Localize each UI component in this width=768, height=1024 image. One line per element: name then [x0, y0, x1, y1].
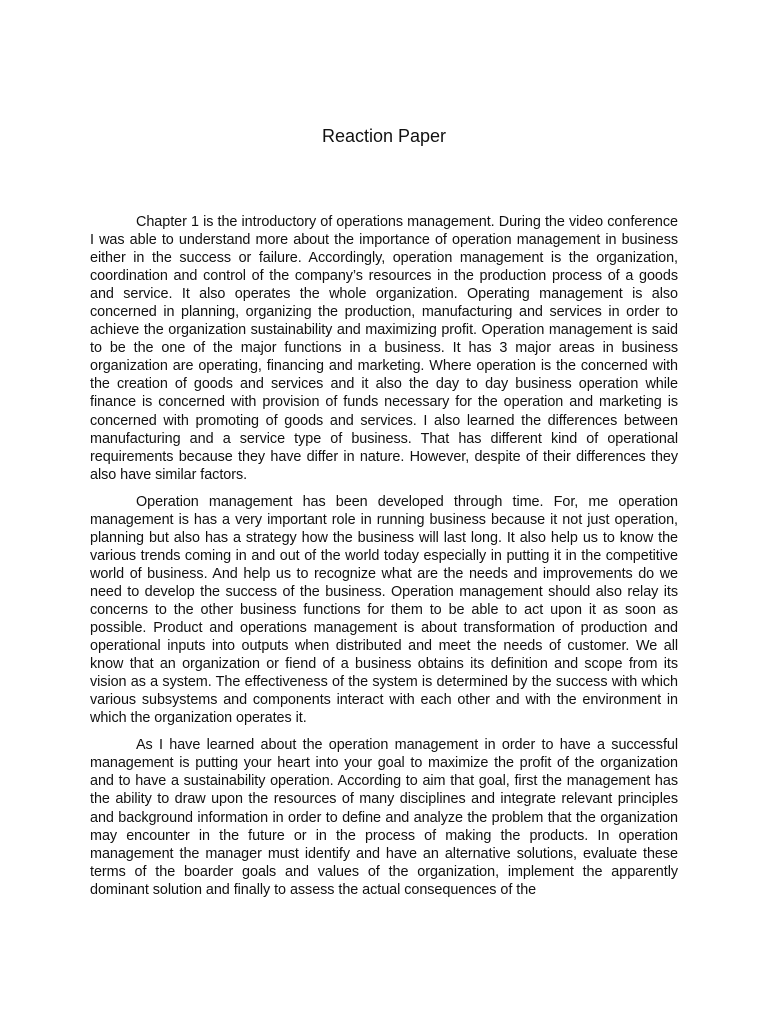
paragraph-2: Operation management has been developed through time. For, me operation management is has a very important role in running business because it not just operation, planning but also has a strategy how the business will last long. It also help us to know the various trends coming in and out of the world today especially in putting it in the competitive world of business. And help us to recognize what are the needs and improvements do we need to develop the success of the business. Operation management should also relay its concerns to the other business functions for them to be able to act upon it as soon as possible. Product and operations management is about transformation of production and operational inputs into outputs when distributed and meet the needs of customer. We all know that an organization or fiend of a business obtains its definition and scope from its vision as a system. The effectiveness of the system is determined by the success with which various subsystems and components interact with each other and with the environment in which the organization operates it.	[90, 493, 678, 727]
document-title: Reaction Paper	[321, 126, 447, 146]
paragraph-3: As I have learned about the operation management in order to have a successful management is putting your heart into your goal to maximize the profit of the organization and to have a sustainability operation. According to aim that goal, first the management has the ability to draw upon the resources of many disciplines and integrate relevant principles and background information in order to define and analyze the problem that the organization may encounter in the future or in the process of making the products. In operation management the manager must identify and have an alternative solutions, evaluate these terms of the boarder goals and values of the organization, implement the apparently dominant solution and finally to assess the actual consequences of the	[90, 737, 678, 898]
paragraph-1: Chapter 1 is the introductory of operations management. During the video conference I was able to understand more about the importance of operation management in business either in the success or failure. Accordingly, operation management is the organization, coordination and control of the company’s resources in the production process of a goods and service. It also operates the whole organization. Operating management is also concerned in planning, organizing the production, manufacturing and services in order to achieve the organization sustainability and maximizing profit. Operation management is said to be the one of the major functions in a business. It has 3 major areas in business organization are operating, financing and marketing. Where operation is the concerned with the creation of goods and services and it also the day to day business operation while finance is concerned with provision of funds necessary for the operation and marketing is concerned with promoting of goods and services. I also learned the differences between manufacturing and a service type of business. That has different kind of operational requirements because they have differ in nature. However, despite of their differences they also have similar factors.	[90, 214, 678, 483]
document-body	[90, 213, 678, 899]
